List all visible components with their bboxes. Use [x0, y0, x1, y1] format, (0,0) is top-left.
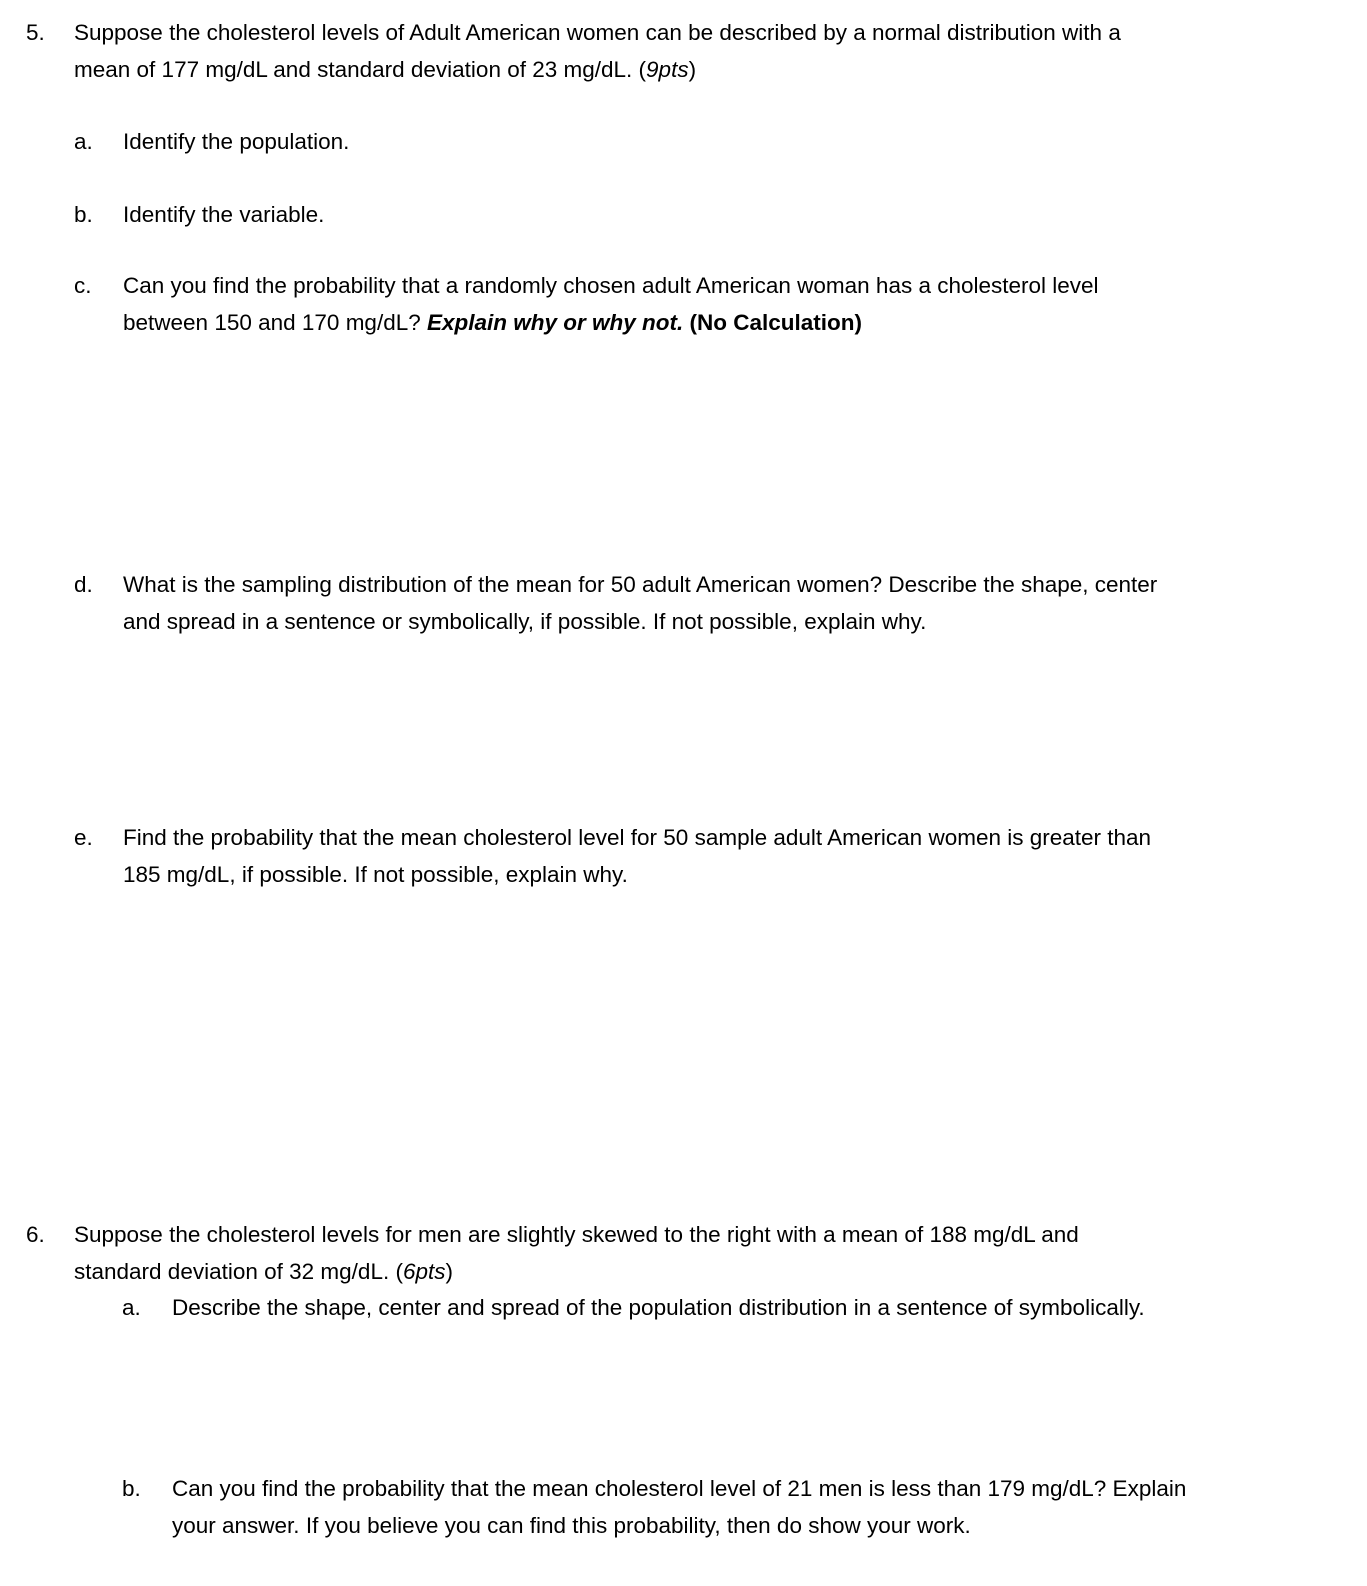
question-6a-letter: a.: [122, 1295, 141, 1320]
question-6b-letter: b.: [122, 1476, 141, 1501]
question-5b-line-1: Identify the variable.: [123, 202, 325, 227]
question-6-number: 6.: [26, 1222, 45, 1247]
question-6a-text: [172, 1289, 1145, 1326]
question-5c-line-1: Can you find the probability that a randomly chosen adult American woman has a cholesterol level: [123, 273, 1099, 298]
question-5c-line-2: [123, 304, 1099, 341]
question-5c-text: [123, 267, 1099, 341]
question-5-stem-line-1: Suppose the cholesterol levels of Adult American women can be described by a normal distribution with a: [74, 20, 1121, 45]
question-5a-letter: a.: [74, 129, 93, 154]
question-5-points: 9pts: [646, 57, 689, 82]
question-6-points-close: ): [445, 1259, 453, 1284]
question-6-stem-text: standard deviation of 32 mg/dL. (: [74, 1259, 403, 1284]
question-6-stem-line-1: Suppose the cholesterol levels for men are slightly skewed to the right with a mean of 188 mg/dL and: [74, 1222, 1079, 1247]
question-5d-line-1: What is the sampling distribution of the mean for 50 adult American women? Describe the shape, center: [123, 572, 1158, 597]
question-5e-line-1: Find the probability that the mean cholesterol level for 50 sample adult American women is greater than: [123, 825, 1152, 850]
question-5d-letter: d.: [74, 572, 93, 597]
question-5-number: 5.: [26, 20, 45, 45]
question-6-stem: [74, 1216, 1079, 1290]
question-6a-line-1: Describe the shape, center and spread of the population distribution in a sentence of symbolically.: [172, 1295, 1145, 1320]
question-5a-line-1: Identify the population.: [123, 129, 350, 154]
question-5-stem-text: mean of 177 mg/dL and standard deviation of 23 mg/dL. (: [74, 57, 647, 82]
question-6b-line-2: your answer. If you believe you can find this probability, then do show your work.: [172, 1513, 971, 1538]
question-5-stem: [74, 14, 1121, 88]
question-5c-no-calculation: (No Calculation): [683, 310, 863, 335]
question-5d-text: [123, 566, 1157, 640]
question-5c-line-2-text: between 150 and 170 mg/dL?: [123, 310, 427, 335]
question-5-points-close: ): [688, 57, 697, 82]
question-6b-line-1: Can you find the probability that the mean cholesterol level of 21 men is less than 179 mg/dL? Explain: [172, 1476, 1187, 1501]
question-5b-text: [123, 196, 324, 233]
question-5d-line-2: and spread in a sentence or symbolically, if possible. If not possible, explain why.: [123, 609, 927, 634]
question-5e-text: [123, 819, 1151, 893]
question-5e-line-2: 185 mg/dL, if possible. If not possible, explain why.: [123, 862, 628, 887]
question-5b-letter: b.: [74, 202, 93, 227]
question-6-points: 6pts: [402, 1259, 446, 1284]
question-6-stem-line-2: [74, 1253, 1079, 1290]
question-6b-text: [172, 1470, 1186, 1544]
question-5c-emphasis: Explain why or why not.: [427, 310, 684, 335]
question-5a-text: [123, 123, 349, 160]
question-5e-letter: e.: [74, 825, 93, 850]
question-5c-letter: c.: [74, 273, 92, 298]
question-5-stem-line-2: [74, 51, 1121, 88]
